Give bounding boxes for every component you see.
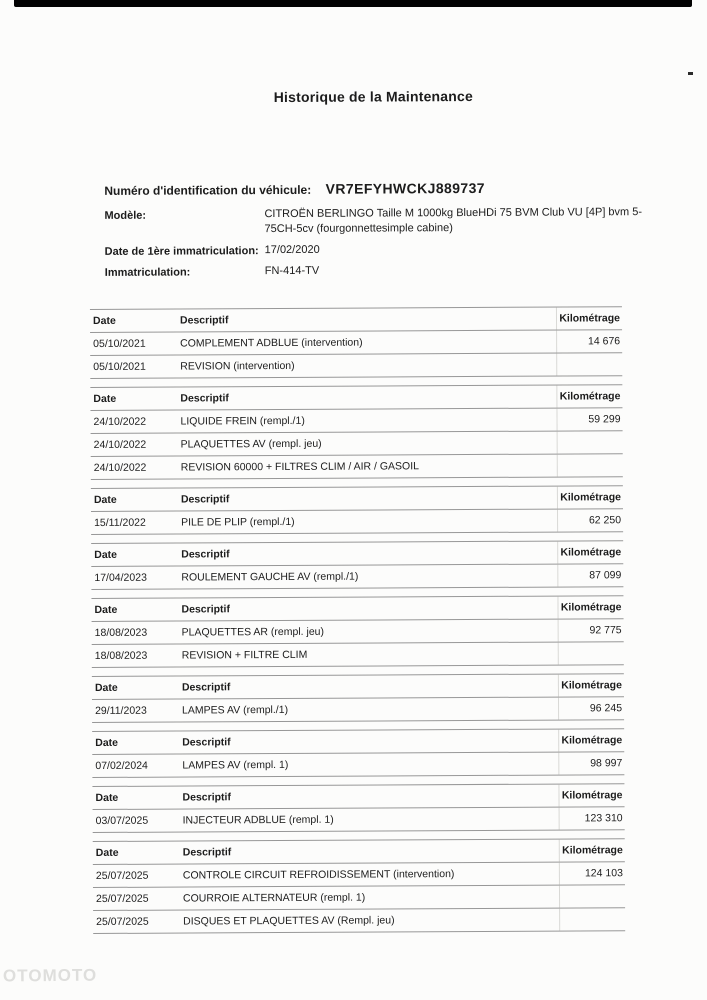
- vehicle-fields: [104, 205, 706, 280]
- page-title: Historique de la Maintenance: [273, 87, 474, 106]
- cell-descriptif: CONTROLE CIRCUIT REFROIDISSEMENT (intervention): [182, 868, 455, 882]
- cell-kilometrage: [557, 432, 623, 454]
- cell-kilometrage: 96 245: [558, 698, 624, 720]
- cell-descriptif: REVISION + FILTRE CLIM: [181, 649, 308, 662]
- header-kilometrage: Kilométrage: [556, 386, 622, 408]
- cell-kilometrage: [559, 886, 625, 908]
- cell-kilometrage: 87 099: [557, 565, 623, 587]
- header-kilometrage: Kilométrage: [559, 840, 625, 862]
- cell-kilometrage: [558, 643, 624, 665]
- header-kilometrage: Kilométrage: [558, 730, 624, 752]
- vin-label: Numéro d'identification du véhicule:: [104, 182, 312, 198]
- cell-descriptif: COURROIE ALTERNATEUR (rempl. 1): [183, 891, 366, 905]
- table-row: [93, 863, 625, 889]
- header-date: Date: [94, 682, 118, 695]
- cell-date: 03/07/2025: [95, 815, 149, 828]
- field-label: Modèle:: [104, 209, 147, 222]
- header-descriptif: Descriptif: [182, 791, 231, 804]
- header-descriptif: Descriptif: [182, 846, 232, 859]
- cell-descriptif: DISQUES ET PLAQUETTES AV (Rempl. jeu): [183, 914, 395, 928]
- table-section: [92, 674, 624, 724]
- table-row: [93, 909, 625, 935]
- header-date: Date: [95, 792, 119, 805]
- field-row: [104, 205, 706, 238]
- cell-date: 25/07/2025: [96, 893, 149, 906]
- watermark-logo: OTOMOTO: [2, 965, 98, 986]
- cell-date: 25/07/2025: [95, 870, 149, 883]
- cell-kilometrage: [557, 455, 623, 477]
- cell-descriptif: LAMPES AV (rempl./1): [182, 704, 289, 717]
- table-header-row: [90, 386, 622, 412]
- cell-date: 18/08/2023: [94, 627, 148, 640]
- table-row: [91, 565, 623, 591]
- header-kilometrage: Kilométrage: [556, 308, 622, 330]
- cell-kilometrage: 98 997: [558, 753, 624, 775]
- table-row: [90, 354, 622, 380]
- header-descriptif: Descriptif: [180, 493, 230, 506]
- table-header-row: [93, 840, 625, 866]
- cell-date: 29/11/2023: [95, 705, 147, 718]
- table-header-row: [91, 542, 623, 568]
- cell-date: 17/04/2023: [94, 572, 147, 585]
- table-row: [90, 331, 622, 357]
- table-row: [90, 409, 622, 435]
- header-kilometrage: Kilométrage: [558, 675, 624, 697]
- field-value: 17/02/2020: [264, 243, 320, 256]
- table-header-row: [92, 675, 624, 701]
- vin-value: VR7EFYHWCKJ889737: [325, 179, 485, 197]
- cell-kilometrage: 92 775: [558, 620, 624, 642]
- header-date: Date: [94, 549, 118, 562]
- header-descriptif: Descriptif: [181, 681, 231, 694]
- table-section: [91, 596, 623, 669]
- cell-date: 05/10/2021: [93, 361, 146, 374]
- cell-descriptif: REVISION (intervention): [180, 360, 295, 373]
- cell-date: 05/10/2021: [93, 338, 146, 351]
- table-row: [92, 753, 624, 779]
- cell-kilometrage: 62 250: [557, 510, 623, 532]
- header-date: Date: [95, 737, 119, 750]
- cell-date: 18/08/2023: [94, 650, 148, 663]
- cell-kilometrage: 123 310: [559, 808, 625, 830]
- header-kilometrage: Kilométrage: [557, 597, 623, 619]
- field-row: [105, 261, 707, 279]
- table-row: [91, 432, 623, 458]
- cell-date: 24/10/2022: [93, 462, 147, 475]
- cell-kilometrage: 124 103: [559, 863, 625, 885]
- cell-date: 24/10/2022: [93, 416, 147, 429]
- cell-date: 25/07/2025: [96, 916, 149, 929]
- header-descriptif: Descriptif: [181, 548, 230, 561]
- table-section: [92, 729, 624, 779]
- header-date: Date: [94, 604, 118, 617]
- table-header-row: [91, 597, 623, 623]
- cell-kilometrage: 14 676: [556, 331, 622, 353]
- cell-descriptif: PLAQUETTES AV (rempl. jeu): [180, 438, 322, 451]
- header-kilometrage: Kilométrage: [557, 542, 623, 564]
- cell-kilometrage: [559, 909, 625, 931]
- table-section: [91, 486, 623, 536]
- table-header-row: [92, 730, 624, 756]
- table-section: [91, 541, 623, 591]
- cell-date: 15/11/2022: [94, 517, 146, 530]
- vin-line: [104, 179, 706, 200]
- cell-date: 24/10/2022: [93, 439, 147, 452]
- header-descriptif: Descriptif: [181, 603, 230, 616]
- table-header-row: [90, 308, 622, 334]
- cell-date: 07/02/2024: [95, 760, 148, 773]
- field-row: [105, 240, 707, 258]
- field-label: Immatriculation:: [104, 266, 191, 279]
- header-date: Date: [92, 315, 116, 328]
- cell-descriptif: LAMPES AV (rempl. 1): [182, 759, 289, 772]
- table-row: [93, 886, 625, 912]
- cell-kilometrage: [556, 354, 622, 376]
- table-row: [93, 808, 625, 834]
- field-value: FN-414-TV: [264, 264, 320, 277]
- header-descriptif: Descriptif: [180, 392, 229, 405]
- cell-descriptif: COMPLEMENT ADBLUE (intervention): [180, 336, 363, 350]
- field-value: CITROËN BERLINGO Taille M 1000kg BlueHDi 75 BVM Club VU [4P] bvm 5-75CH-5cv (fourgonnettesimple cabine): [264, 206, 643, 235]
- header-date: Date: [93, 494, 117, 507]
- table-row: [92, 620, 624, 646]
- header-date: Date: [95, 847, 119, 860]
- header-descriptif: Descriptif: [182, 736, 231, 749]
- table-section: [90, 385, 622, 481]
- table-row: [91, 510, 623, 536]
- cell-descriptif: LIQUIDE FREIN (rempl./1): [180, 415, 305, 428]
- table-row: [92, 698, 624, 724]
- table-row: [91, 455, 623, 481]
- cell-descriptif: PILE DE PLIP (rempl./1): [181, 516, 295, 529]
- table-header-row: [91, 487, 623, 513]
- table-row: [92, 643, 624, 669]
- field-label: Date de 1ère immatriculation:: [104, 244, 259, 258]
- table-section: [90, 307, 622, 380]
- table-section: [92, 784, 624, 834]
- maintenance-table: [90, 307, 625, 935]
- cell-descriptif: ROULEMENT GAUCHE AV (rempl./1): [181, 570, 359, 584]
- table-section: [93, 839, 625, 935]
- cell-descriptif: PLAQUETTES AR (rempl. jeu): [181, 626, 325, 639]
- cell-descriptif: INJECTEUR ADBLUE (rempl. 1): [182, 814, 334, 827]
- header-descriptif: Descriptif: [179, 314, 229, 327]
- header-kilometrage: Kilométrage: [557, 487, 623, 509]
- header-date: Date: [93, 393, 117, 406]
- cell-descriptif: REVISION 60000 + FILTRES CLIM / AIR / GASOIL: [180, 460, 419, 474]
- header-kilometrage: Kilométrage: [558, 785, 624, 807]
- cell-kilometrage: 59 299: [556, 409, 622, 431]
- table-header-row: [92, 785, 624, 811]
